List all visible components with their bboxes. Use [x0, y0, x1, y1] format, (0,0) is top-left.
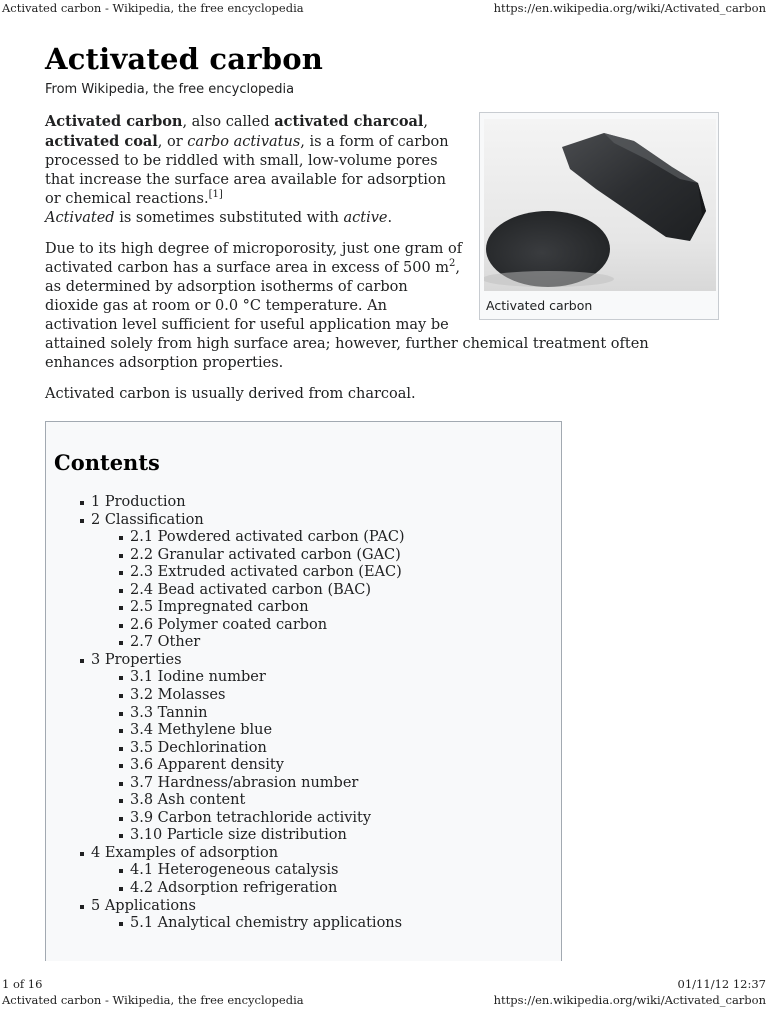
toc-subitem[interactable]: [119, 915, 405, 933]
text-run: Due to its high degree of microporosity, just one gram of activated carbon has a surface area in excess of 500 m: [45, 241, 463, 276]
toc-subitem-label[interactable]: 3.8 Ash content: [130, 792, 246, 809]
toc-subitem-label[interactable]: 2.2 Granular activated carbon (GAC): [130, 546, 401, 563]
toc-subitem-label[interactable]: 3.9 Carbon tetrachloride activity: [130, 809, 372, 826]
toc-sublist-container: [80, 915, 405, 933]
toc-subitem-label[interactable]: 2.6 Polymer coated carbon: [130, 616, 328, 633]
toc-subitem-label[interactable]: 2.1 Powdered activated carbon (PAC): [130, 529, 405, 546]
toc-sublist-container: [80, 529, 405, 652]
reference-link[interactable]: [1]: [208, 189, 223, 201]
page-tagline: From Wikipedia, the free encyclopedia: [45, 82, 295, 97]
print-header: [0, 0, 768, 16]
toc-subitem-label[interactable]: 3.4 Methylene blue: [130, 722, 273, 739]
toc-sublist: [80, 862, 405, 897]
toc-item-label[interactable]: 4 Examples of adsorption: [91, 844, 279, 861]
thumbnail-figure[interactable]: [479, 112, 719, 320]
bold-term: activated coal: [45, 133, 158, 150]
toc-subitem[interactable]: [119, 862, 405, 880]
toc-subitem[interactable]: [119, 617, 405, 635]
toc-item[interactable]: [80, 898, 405, 916]
toc-subitem-label[interactable]: 5.1 Analytical chemistry applications: [130, 915, 403, 932]
print-datetime: 01/11/12 12:37: [677, 977, 766, 991]
toc-subitem-label[interactable]: 3.1 Iodine number: [130, 669, 266, 686]
text-run: , is a form of carbon processed to be riddled with small, low-volume pores that increase the surface area available for adsorption or chemical reactions.: [45, 134, 449, 207]
toc-item-label[interactable]: 5 Applications: [91, 897, 196, 914]
source-paragraph: Activated carbon is usually derived from charcoal.: [45, 386, 416, 402]
toc-subitem[interactable]: [119, 564, 405, 582]
text-run: , or: [157, 134, 188, 150]
text-run: .: [387, 210, 393, 226]
toc-item[interactable]: [80, 652, 405, 670]
toc-subitem[interactable]: [119, 792, 405, 810]
page-title: Activated carbon: [45, 42, 324, 76]
toc-subitem[interactable]: [119, 827, 405, 845]
italic-term: carbo activatus: [187, 134, 301, 150]
footer-page-title: Activated carbon - Wikipedia, the free encyclopedia: [2, 993, 304, 1007]
toc-subitem-label[interactable]: 2.7 Other: [130, 634, 201, 651]
text-run: is sometimes substituted with: [114, 210, 344, 226]
toc-item-label[interactable]: 3 Properties: [91, 651, 182, 668]
toc-item[interactable]: [80, 512, 405, 530]
toc-subitem[interactable]: [119, 705, 405, 723]
toc-subitem[interactable]: [119, 740, 405, 758]
activated-carbon-image[interactable]: [484, 119, 716, 291]
italic-term: Activated: [45, 210, 115, 226]
toc-subitem[interactable]: [119, 582, 405, 600]
toc-subitem-label[interactable]: 4.2 Adsorption refrigeration: [130, 880, 338, 897]
bold-term: Activated carbon: [45, 113, 183, 130]
toc-subitem[interactable]: [119, 722, 405, 740]
superscript: 2: [449, 258, 456, 270]
toc-subitem[interactable]: [119, 775, 405, 793]
toc-subitem[interactable]: [119, 880, 405, 898]
toc-subitem-label[interactable]: 3.2 Molasses: [130, 687, 226, 704]
toc-item-label[interactable]: 2 Classification: [91, 511, 204, 528]
toc-item[interactable]: [80, 494, 405, 512]
toc-subitem[interactable]: [119, 757, 405, 775]
italic-term: active: [343, 210, 388, 226]
toc-subitem-label[interactable]: 3.5 Dechlorination: [130, 739, 267, 756]
bold-term: activated charcoal: [274, 113, 424, 130]
toc-subitem[interactable]: [119, 634, 405, 652]
toc-subitem-label[interactable]: 3.3 Tannin: [130, 704, 208, 721]
toc-item-label[interactable]: 1 Production: [91, 494, 186, 510]
toc-sublist: [80, 669, 405, 844]
toc-list: [80, 494, 405, 933]
toc-subitem[interactable]: [119, 599, 405, 617]
article-body: [45, 112, 675, 416]
toc-subitem[interactable]: [119, 687, 405, 705]
toc-sublist-container: [80, 862, 405, 897]
activated-carbon-photo-icon: [484, 119, 716, 291]
print-footer: [0, 977, 768, 1017]
table-of-contents: [45, 421, 562, 961]
footer-url: https://en.wikipedia.org/wiki/Activated_carbon: [493, 993, 766, 1007]
text-run: , as determined by adsorption isotherms of carbon dioxide gas at room or 0.0 °C temperature. An activation level sufficient for useful application may be attained solely from high surface area; however, further chemical treatment often enhances adsorption properties.: [45, 260, 649, 371]
toc-sublist: [80, 529, 405, 652]
toc-subitem[interactable]: [119, 669, 405, 687]
toc-subitem-label[interactable]: 3.7 Hardness/abrasion number: [130, 774, 359, 791]
header-url: https://en.wikipedia.org/wiki/Activated_carbon: [493, 1, 766, 15]
toc-subitem[interactable]: [119, 810, 405, 828]
page-counter: 1 of 16: [2, 977, 43, 991]
toc-subitem-label[interactable]: 4.1 Heterogeneous catalysis: [130, 862, 339, 879]
toc-subitem-label[interactable]: 2.3 Extruded activated carbon (EAC): [130, 564, 402, 581]
toc-subitem-label[interactable]: 2.4 Bead activated carbon (BAC): [130, 581, 371, 598]
text-run: , also called: [182, 114, 275, 130]
toc-sublist-container: [80, 669, 405, 844]
text-run: ,: [423, 114, 429, 130]
toc-item[interactable]: [80, 845, 405, 863]
toc-subitem-label[interactable]: 3.6 Apparent density: [130, 757, 284, 774]
toc-subitem[interactable]: [119, 547, 405, 565]
toc-subitem-label[interactable]: 2.5 Impregnated carbon: [130, 599, 309, 616]
toc-sublist: [80, 915, 405, 933]
toc-title: Contents: [54, 450, 160, 475]
toc-subitem[interactable]: [119, 529, 405, 547]
toc-subitem-label[interactable]: 3.10 Particle size distribution: [130, 827, 347, 844]
header-page-title: Activated carbon - Wikipedia, the free encyclopedia: [2, 1, 304, 15]
image-caption: Activated carbon: [486, 298, 593, 313]
